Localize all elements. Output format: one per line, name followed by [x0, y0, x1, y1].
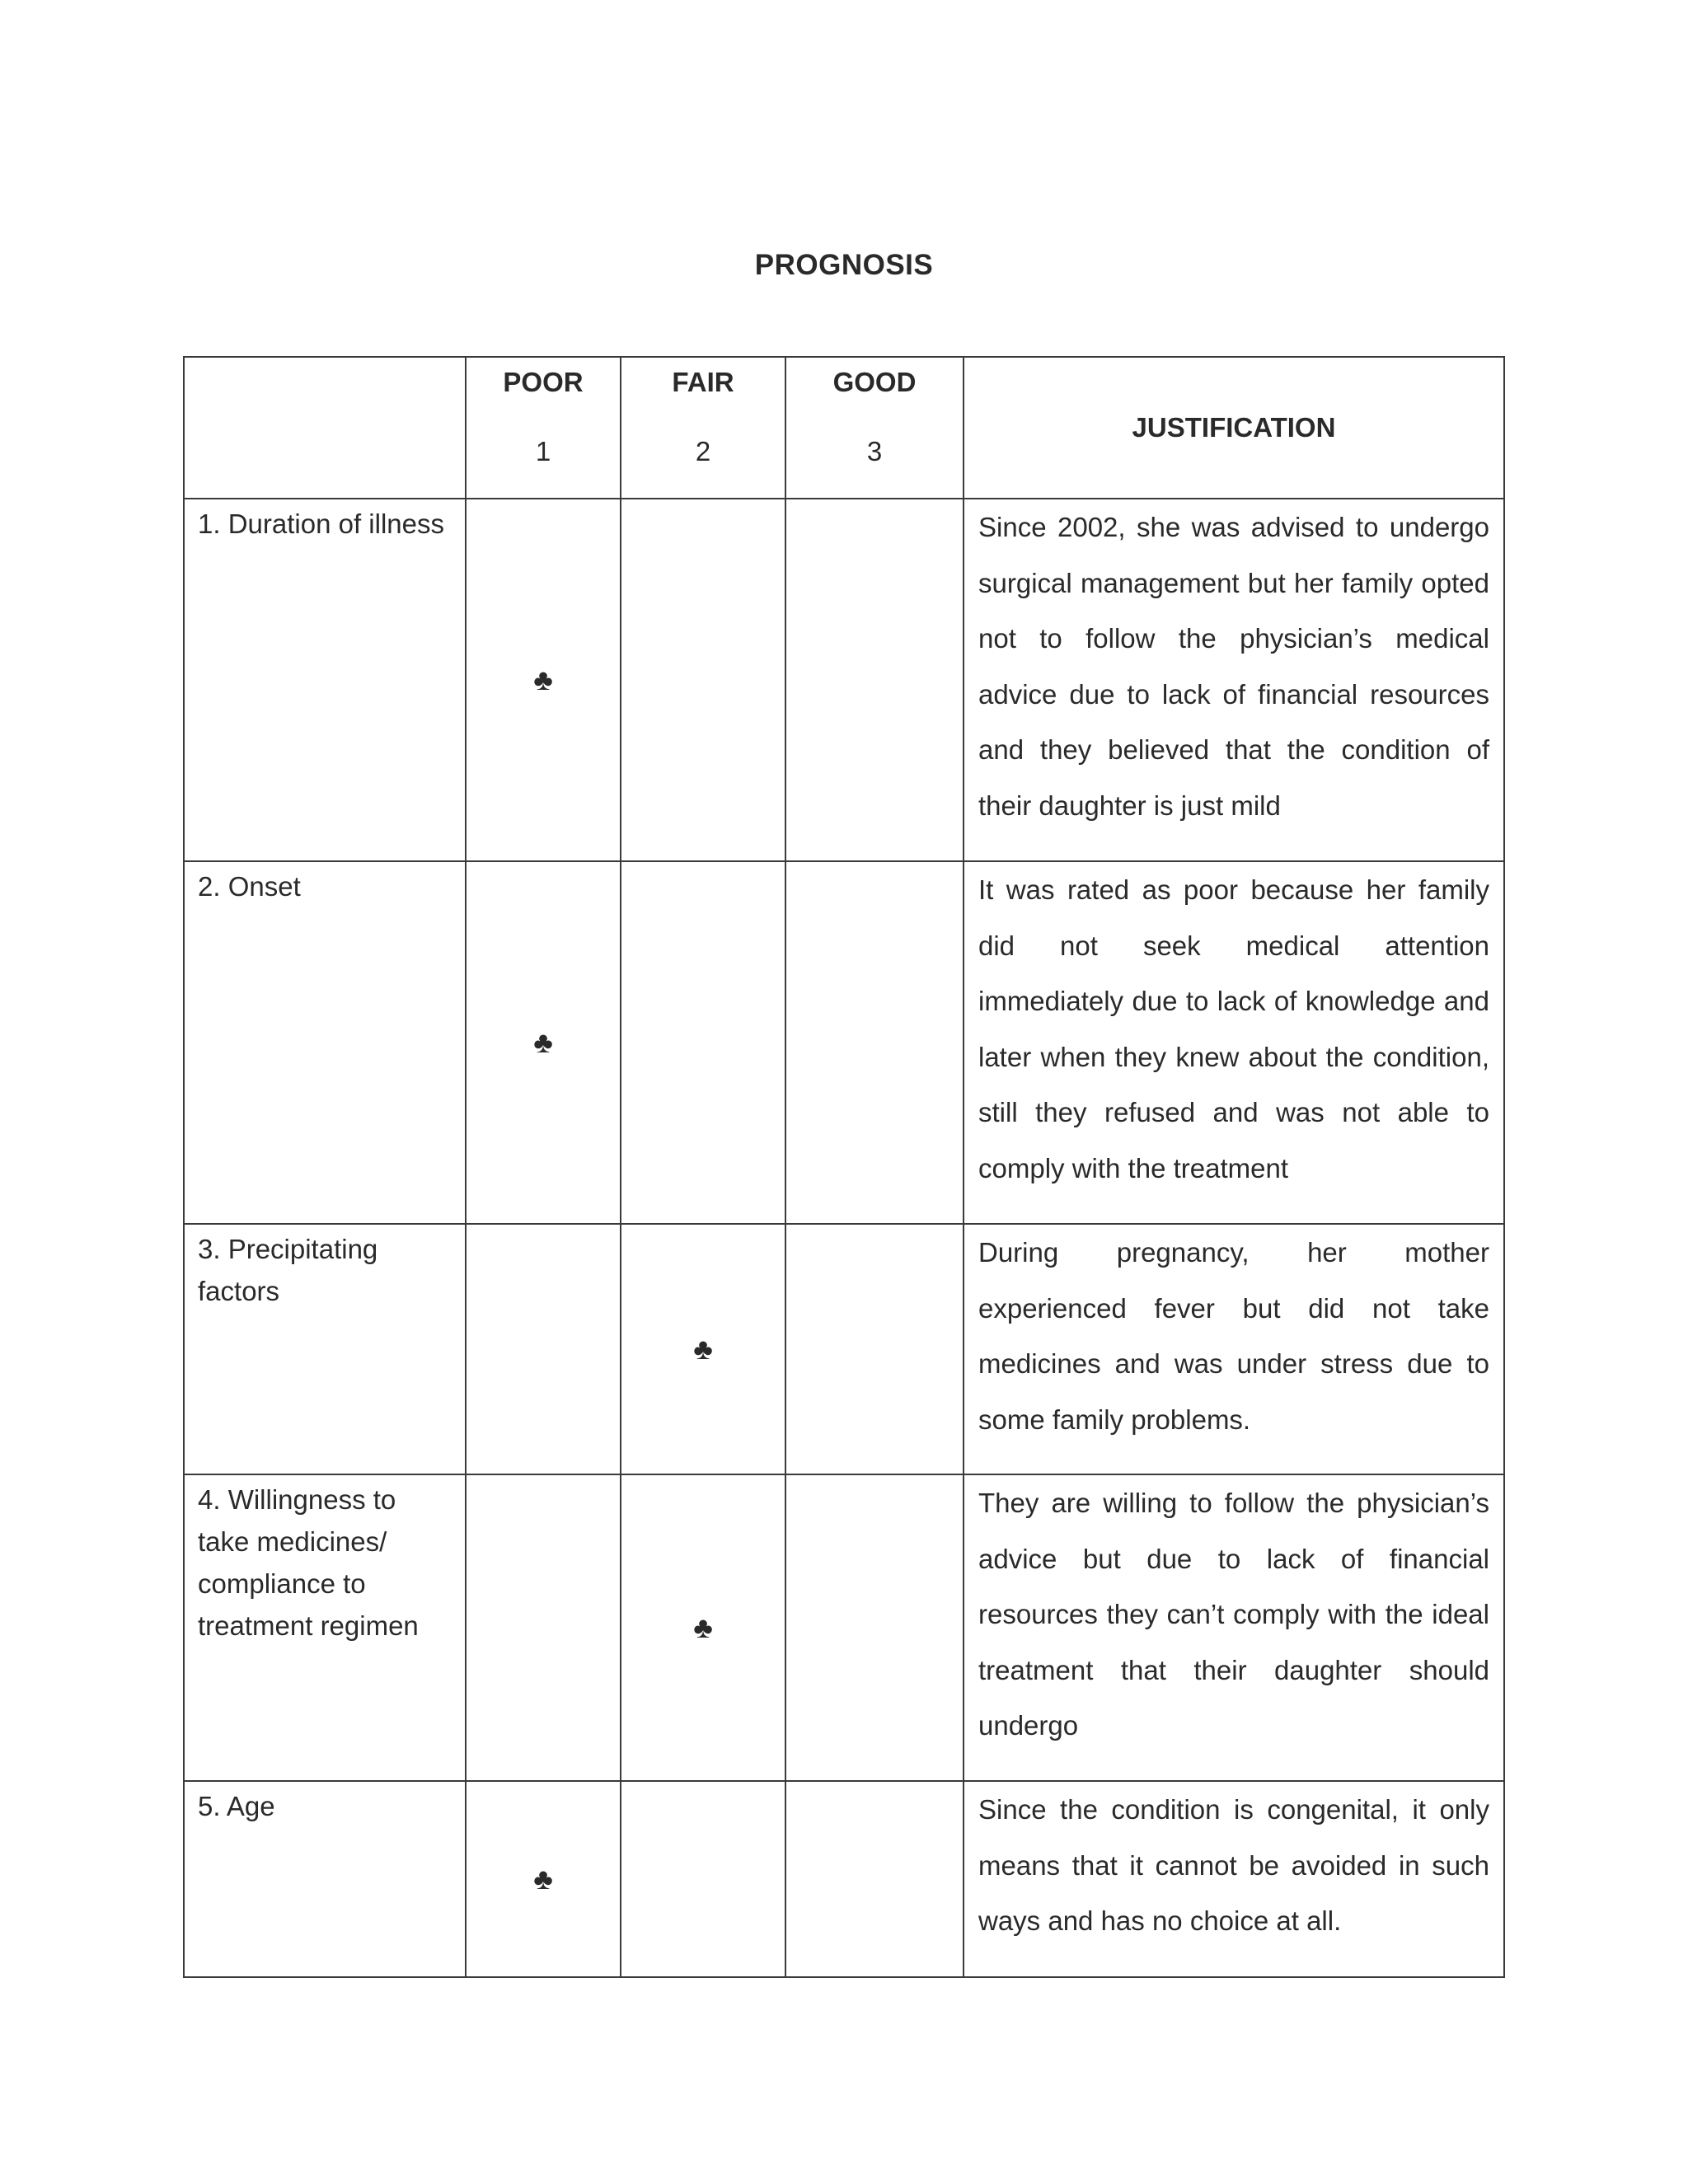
table-row	[184, 499, 1504, 861]
header-fair-label: FAIR	[672, 367, 734, 397]
fair-cell	[621, 861, 785, 1224]
table-row	[184, 1781, 1504, 1977]
justification-cell: They are willing to follow the physician’s advice but due to lack of financial resources they can’t comply with the ideal treatment that their daughter should undergo	[964, 1474, 1504, 1781]
factor-cell: 5. Age	[184, 1781, 466, 1977]
poor-cell	[466, 1224, 621, 1474]
justification-cell: Since the condition is congenital, it only means that it cannot be avoided in such ways and has no choice at all.	[964, 1781, 1504, 1977]
good-cell	[785, 1474, 964, 1781]
club-mark-icon: ♣	[533, 1862, 553, 1896]
prognosis-table	[183, 356, 1505, 1978]
poor-cell	[466, 499, 621, 861]
header-justification: JUSTIFICATION	[964, 357, 1504, 499]
header-fair-score: 2	[695, 436, 711, 466]
table-row	[184, 1474, 1504, 1781]
justification-cell: It was rated as poor because her family did not seek medical attention immediately due to lack of knowledge and later when they knew about the condition, still they refused and was not able to comply with the treatment	[964, 861, 1504, 1224]
table-row	[184, 1224, 1504, 1474]
header-good-score: 3	[866, 436, 883, 466]
poor-cell	[466, 1474, 621, 1781]
club-mark-icon: ♣	[693, 1610, 713, 1644]
good-cell	[785, 1781, 964, 1977]
club-mark-icon: ♣	[533, 1025, 553, 1059]
header-poor	[466, 357, 621, 499]
good-cell	[785, 499, 964, 861]
header-poor-score: 1	[535, 436, 551, 466]
factor-cell: 4. Willingness to take medicines/ compliance to treatment regimen	[184, 1474, 466, 1781]
fair-cell	[621, 499, 785, 861]
fair-cell	[621, 1224, 785, 1474]
good-cell	[785, 861, 964, 1224]
club-mark-icon: ♣	[693, 1332, 713, 1366]
table-header-row	[184, 357, 1504, 499]
fair-cell	[621, 1781, 785, 1977]
header-poor-label: POOR	[503, 367, 584, 397]
justification-cell: During pregnancy, her mother experienced fever but did not take medicines and was under stress due to some family problems.	[964, 1224, 1504, 1474]
justification-cell: Since 2002, she was advised to undergo surgical management but her family opted not to follow the physician’s medical advice due to lack of financial resources and they believed that the condition of their daughter is just mild	[964, 499, 1504, 861]
factor-cell: 1. Duration of illness	[184, 499, 466, 861]
factor-cell: 3. Precipitating factors	[184, 1224, 466, 1474]
header-empty-cell	[184, 357, 466, 499]
table-row	[184, 861, 1504, 1224]
header-good-label: GOOD	[832, 367, 917, 397]
poor-cell	[466, 1781, 621, 1977]
poor-cell	[466, 861, 621, 1224]
header-fair	[621, 357, 785, 499]
header-good	[785, 357, 964, 499]
factor-cell: 2. Onset	[184, 861, 466, 1224]
page-title: PROGNOSIS	[754, 249, 934, 281]
club-mark-icon: ♣	[533, 663, 553, 696]
fair-cell	[621, 1474, 785, 1781]
good-cell	[785, 1224, 964, 1474]
